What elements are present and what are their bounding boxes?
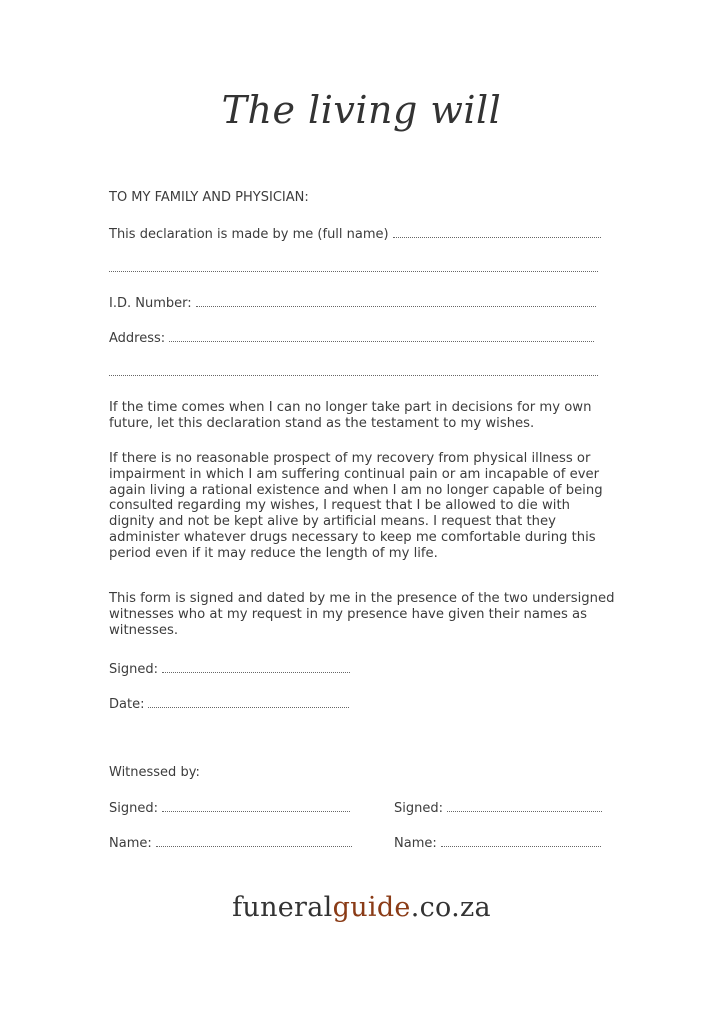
declarant-signed-blank[interactable] (162, 661, 350, 673)
address-blank[interactable] (169, 330, 594, 342)
witness2-signed-blank[interactable] (447, 800, 602, 812)
paragraph-witness-statement: This form is signed and dated by me in the presence of the two undersigned witnesses who at my request in my presence have given their names as witnesses. (109, 591, 615, 638)
date-field[interactable] (109, 696, 349, 713)
declarant-signed-field[interactable] (109, 661, 350, 678)
full-name-blank-continued[interactable] (109, 271, 598, 272)
witness1-name-label: Name: (109, 836, 152, 851)
witness1-signed-label: Signed: (109, 801, 158, 816)
address-blank-continued[interactable] (109, 375, 598, 376)
paragraph-intro: If the time comes when I can no longer take part in decisions for my own future, let this declaration stand as the testament to my wishes. (109, 400, 592, 431)
address-field[interactable] (109, 330, 594, 347)
date-label: Date: (109, 697, 145, 712)
witness2-signed-field[interactable] (394, 800, 602, 817)
address-label: Address: (109, 331, 166, 346)
witnessed-by-heading: Witnessed by: (109, 765, 200, 780)
id-number-blank[interactable] (196, 295, 596, 307)
logo-text-funeral: funeral (232, 892, 333, 923)
witness2-signed-label: Signed: (394, 801, 443, 816)
document-title: The living will (221, 88, 502, 132)
id-number-field[interactable] (109, 295, 596, 312)
logo-text-guide: guide (332, 892, 411, 923)
witness2-name-blank[interactable] (441, 835, 601, 847)
funeralguide-logo (0, 892, 723, 923)
witness1-name-field[interactable] (109, 835, 352, 852)
witness1-signed-field[interactable] (109, 800, 350, 817)
witness2-name-field[interactable] (394, 835, 601, 852)
full-name-label: This declaration is made by me (full name) (109, 227, 389, 242)
witness1-name-blank[interactable] (156, 835, 352, 847)
id-number-label: I.D. Number: (109, 296, 192, 311)
salutation: TO MY FAMILY AND PHYSICIAN: (109, 190, 309, 205)
paragraph-wishes: If there is no reasonable prospect of my recovery from physical illness or impairment in which I am suffering continual pain or am incapable of ever again living a rational existence and when I am no longer capable of being consulted regarding my wishes, I request that I be allowed to die with dignity and not be kept alive by artificial means. I request that they administer whatever drugs necessary to keep me comfortable during this period even if it may reduce the length of my life. (109, 451, 603, 561)
full-name-field[interactable] (109, 226, 601, 243)
logo-text-domain: .co.za (410, 892, 491, 923)
date-blank[interactable] (148, 696, 349, 708)
witness2-name-label: Name: (394, 836, 437, 851)
declarant-signed-label: Signed: (109, 662, 158, 677)
witness1-signed-blank[interactable] (162, 800, 350, 812)
full-name-blank[interactable] (393, 226, 601, 238)
